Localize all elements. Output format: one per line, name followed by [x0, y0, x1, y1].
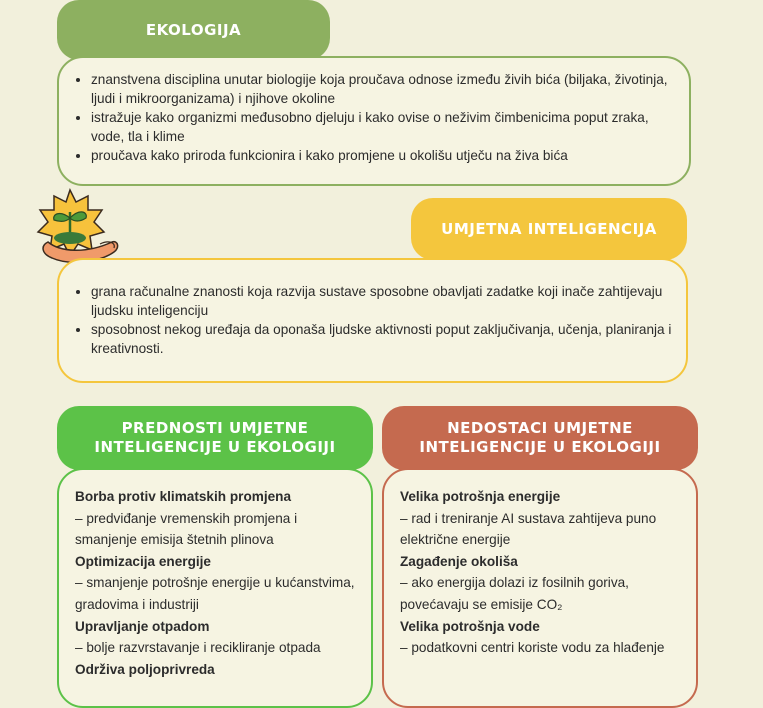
- advantages-box: [57, 468, 373, 708]
- disadvantages-box: [382, 468, 698, 708]
- list-item: • proučava kako priroda funkcionira i kako promjene u okolišu utječu na živa bića: [91, 146, 675, 165]
- item-title: Održiva poljoprivreda: [75, 661, 215, 677]
- list-item: • istražuje kako organizmi međusobno djeluju i kako ovise o neživim čimbenicima poput zraka, vode, tla i klime: [91, 108, 675, 146]
- item-title: Velika potrošnja vode: [400, 618, 540, 634]
- item-desc: – smanjenje potrošnje energije u kućanstvima, gradovima i industriji: [75, 575, 355, 612]
- list-item: [400, 616, 686, 659]
- list-item: [75, 486, 361, 551]
- list-item: [75, 659, 361, 681]
- ai-header: [411, 198, 687, 260]
- ai-title: UMJETNA INTELIGENCIJA: [441, 220, 657, 238]
- item-title: Borba protiv klimatskih promjena: [75, 489, 292, 504]
- ecology-title: EKOLOGIJA: [145, 21, 242, 39]
- ai-list: [73, 282, 672, 358]
- ecology-box: [57, 56, 691, 186]
- item-desc: – podatkovni centri koriste vodu za hlađenje: [400, 640, 665, 656]
- list-item: [400, 551, 686, 616]
- item-desc: – bolje razvrstavanje i recikliranje otpada: [75, 640, 321, 656]
- item-title: Optimizacija energije: [75, 553, 211, 569]
- item-desc: – rad i treniranje AI sustava zahtijeva puno električne energije: [400, 510, 657, 548]
- advantages-header: [57, 406, 373, 470]
- item-title: Upravljanje otpadom: [75, 618, 210, 634]
- list-item: • sposobnost nekog uređaja da oponaša ljudske aktivnosti poput zaključivanja, učenja, planiranja i kreativnosti.: [91, 320, 672, 358]
- ecology-header: [57, 0, 330, 60]
- list-item: • znanstvena disciplina unutar biologije koja proučava odnose između živih bića (biljaka, životinja, ljudi i mikroorganizama) i njihove okoline: [91, 70, 675, 108]
- item-desc: – ako energija dolazi iz fosilnih goriva, povećavaju se emisije CO₂: [400, 575, 629, 612]
- ecology-list: [73, 70, 675, 165]
- item-desc: – predviđanje vremenskih promjena i smanjenje emisija štetnih plinova: [75, 510, 298, 548]
- item-title: Velika potrošnja energije: [400, 489, 561, 504]
- disadvantages-title: NEDOSTACI UMJETNE INTELIGENCIJE U EKOLOGIJI: [419, 419, 661, 456]
- list-item: [75, 616, 361, 659]
- list-item: [75, 551, 361, 616]
- advantages-title: PREDNOSTI UMJETNE INTELIGENCIJE U EKOLOGIJI: [94, 419, 336, 456]
- disadvantages-header: [382, 406, 698, 470]
- item-title: Zagađenje okoliša: [400, 553, 518, 569]
- list-item: [400, 486, 686, 551]
- ai-box: [57, 258, 688, 383]
- list-item: • grana računalne znanosti koja razvija sustave sposobne obavljati zadatke koji inače zahtijevaju ljudsku inteligenciju: [91, 282, 672, 320]
